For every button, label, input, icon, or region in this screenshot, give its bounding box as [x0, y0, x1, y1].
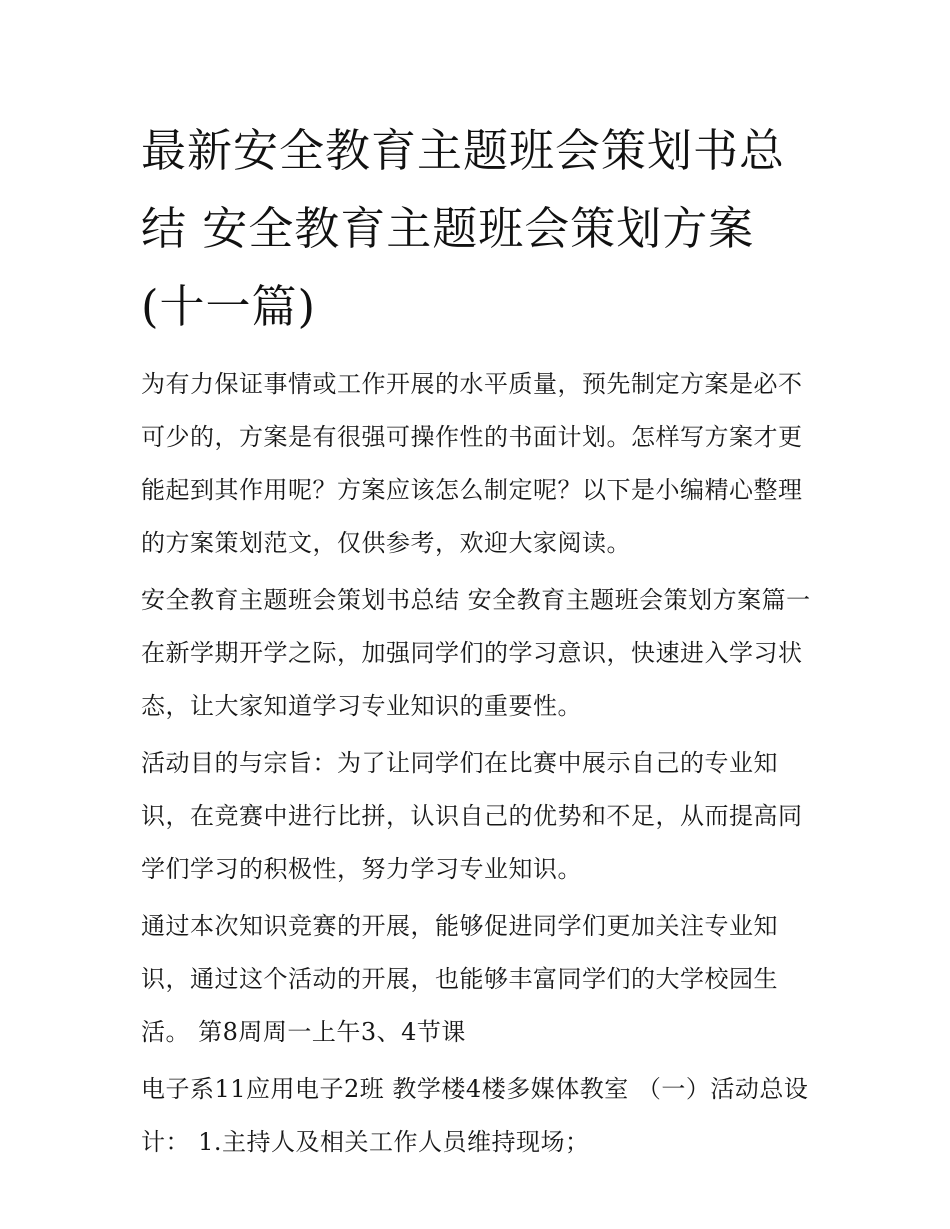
paragraph-significance: 通过本次知识竞赛的开展，能够促进同学们更加关注专业知识，通过这个活动的开展，也能够丰富同学们的大学校园生活。 第8周周一上午3、4节课: [141, 912, 778, 1046]
document-body: [141, 358, 813, 1169]
paragraph-purpose: 活动目的与宗旨：为了让同学们在比赛中展示自己的专业知识，在竞赛中进行比拼，认识自己的优势和不足，从而提高同学们学习的积极性，努力学习专业知识。: [141, 749, 803, 883]
document-page: [141, 112, 813, 1173]
paragraph-location-design: 电子系11应用电子2班 教学楼4楼多媒体教室 （一）活动总设计： 1.主持人及相关工作人员维持现场；: [141, 1075, 809, 1156]
paragraph-chapter-one: 安全教育主题班会策划书总结 安全教育主题班会策划方案篇一 在新学期开学之际，加强同学们的学习意识，快速进入学习状态，让大家知道学习专业知识的重要性。: [141, 586, 811, 720]
paragraph-intro: 为有力保证事情或工作开展的水平质量，预先制定方案是必不可少的，方案是有很强可操作性的书面计划。怎样写方案才更能起到其作用呢？方案应该怎么制定呢？以下是小编精心整理的方案策划范文，仅供参考，欢迎大家阅读。: [141, 370, 803, 557]
document-title: 最新安全教育主题班会策划书总结 安全教育主题班会策划方案(十一篇): [141, 124, 786, 333]
